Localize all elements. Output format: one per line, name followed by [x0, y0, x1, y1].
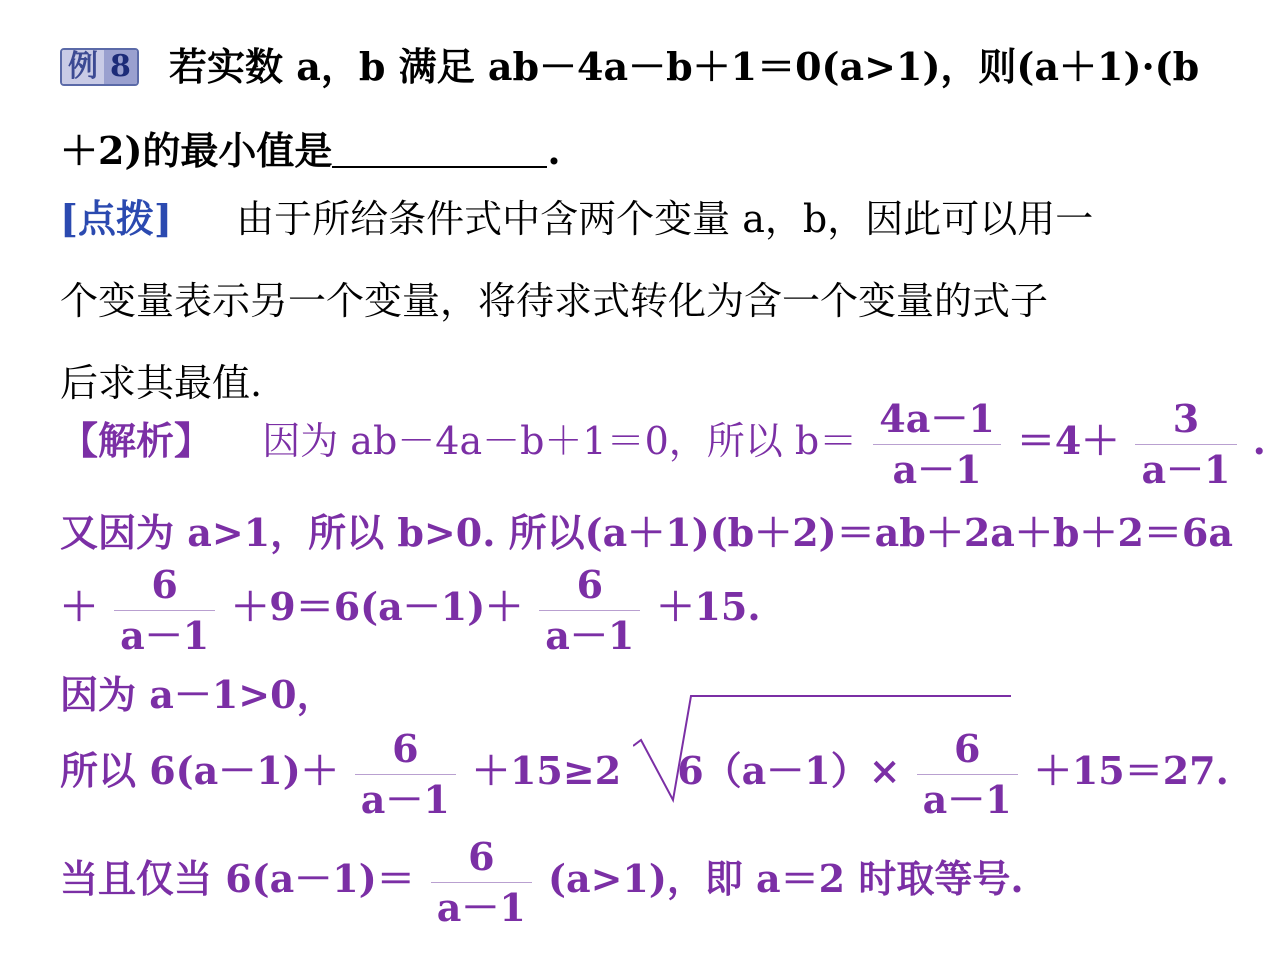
- fraction-6-over-3: [355, 726, 456, 822]
- solution-text-5-end: ＋15＝27.: [1033, 748, 1229, 793]
- solution-line-4: [60, 672, 335, 717]
- problem-line-2: [60, 128, 561, 173]
- problem-text-2: ＋2)的最小值是: [60, 128, 333, 173]
- solution-text-6-pre: 当且仅当 6(a－1)＝: [60, 856, 415, 901]
- solution-text-1-mid: ＝4＋: [1016, 418, 1120, 463]
- fraction-numerator: 6: [953, 726, 981, 771]
- fraction-denominator: a－1: [892, 447, 982, 492]
- solution-text-2: 又因为 a>1，所以 b>0. 所以(a＋1)(b＋2)＝ab＋2a＋b＋2＝6a: [60, 510, 1233, 555]
- fraction-denominator: a－1: [922, 777, 1012, 822]
- solution-text-1-end: .: [1252, 418, 1266, 463]
- solution-line-3: [60, 562, 761, 658]
- solution-text-6-end: (a>1)，即 a＝2 时取等号.: [547, 856, 1024, 901]
- fraction-numerator: 6: [151, 562, 178, 607]
- solution-text-1: 因为 ab－4a－b＋1＝0，所以 b＝: [262, 419, 858, 463]
- example-badge: [60, 48, 139, 86]
- hint-label: [点拨]: [60, 196, 172, 241]
- solution-text-5-mid: ＋15≥2: [471, 748, 622, 793]
- problem-text-1: 若实数 a，b 满足 ab－4a－b＋1＝0(a>1)，则(a＋1)·(b: [168, 44, 1200, 89]
- solution-text-3-end: ＋15.: [656, 584, 761, 629]
- solution-text-3-mid: ＋9＝6(a－1)＋: [231, 584, 524, 629]
- problem-line-1: [60, 44, 1200, 89]
- fraction-b-expression: [873, 396, 1001, 492]
- fraction-denominator: a－1: [436, 885, 526, 930]
- solution-line-2: [60, 510, 1233, 555]
- fraction-numerator: 6: [576, 562, 604, 607]
- radical-sign-icon: [633, 694, 1013, 804]
- fraction-6-over-2: [539, 562, 640, 658]
- fraction-numerator: 6: [468, 834, 495, 879]
- example-badge-number: 8: [104, 50, 137, 84]
- solution-text-5-pre: 所以 6(a－1)＋: [60, 748, 339, 793]
- hint-line-1: [60, 196, 1094, 241]
- solution-line-5: [60, 726, 1229, 822]
- solution-line-1: [60, 396, 1266, 492]
- fraction-3-over: [1135, 396, 1236, 492]
- fraction-denominator: a－1: [360, 777, 450, 822]
- fraction-denominator: a－1: [545, 613, 635, 658]
- fraction-numerator: 6: [392, 726, 419, 771]
- solution-line-6: [60, 834, 1024, 930]
- answer-blank: [332, 134, 547, 168]
- sqrt-content: 6（a－1）×: [677, 748, 901, 793]
- fraction-denominator: a－1: [1141, 447, 1231, 492]
- hint-text-2: 个变量表示另一个变量，将待求式转化为含一个变量的式子: [60, 279, 1049, 323]
- fraction-numerator: 4a－1: [879, 396, 995, 441]
- solution-label: 【解析】: [60, 418, 213, 463]
- hint-line-3: [60, 361, 263, 405]
- hint-text-1: 由于所给条件式中含两个变量 a，b，因此可以用一: [236, 197, 1094, 241]
- solution-text-4: 因为 a－1>0，: [60, 672, 335, 717]
- solution-text-3-pre: ＋: [60, 584, 99, 629]
- hint-text-3: 后求其最值.: [60, 361, 263, 405]
- fraction-numerator: 3: [1172, 396, 1200, 441]
- hint-line-2: [60, 279, 1049, 323]
- fraction-denominator: a－1: [120, 613, 210, 658]
- fraction-6-over-1: [114, 562, 215, 658]
- example-badge-label: 例: [62, 50, 104, 84]
- square-root: [633, 726, 1022, 822]
- fraction-6-over-5: [431, 834, 532, 930]
- problem-end-period: .: [547, 128, 561, 173]
